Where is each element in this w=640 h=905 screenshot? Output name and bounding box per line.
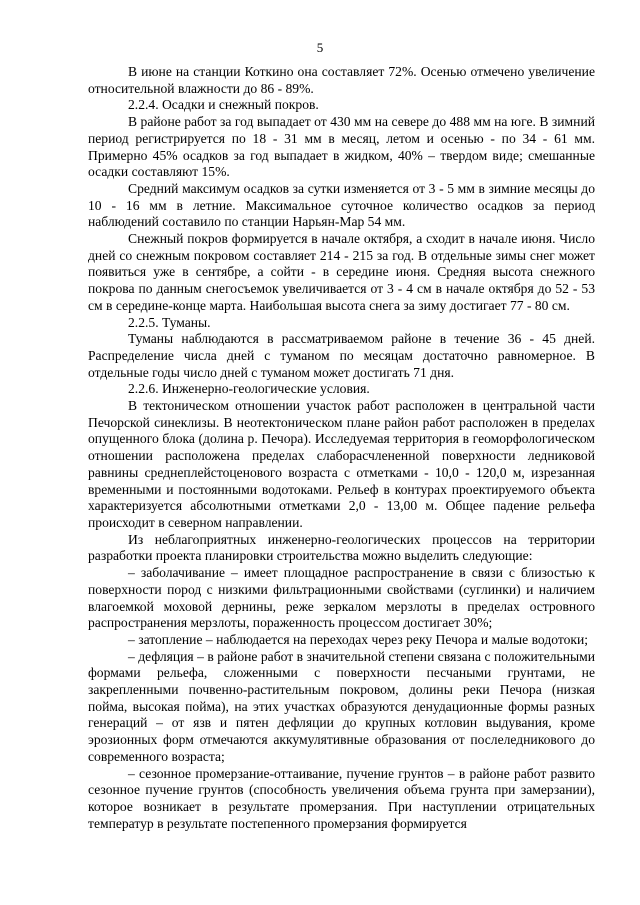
paragraph: Туманы наблюдаются в рассматриваемом районе в течение 36 - 45 дней. Распределение числа дней с туманом по месяцам достаточно равномерное. В отдельные годы число дней с туманом может достигать 71 дня. xyxy=(88,331,595,380)
paragraph: – заболачивание – имеет площадное распространение в связи с близостью к поверхности пород с низкими фильтрационными свойствами (суглинки) и наличием влагоемкой моховой дернины, реже зеркалом мерзлоты в пределах островного распространения мерзлоты, пораженность процессом достигает 30%; xyxy=(88,565,595,631)
section-heading: 2.2.6. Инженерно-геологические условия. xyxy=(128,381,370,397)
document-body xyxy=(88,64,595,832)
paragraph: Средний максимум осадков за сутки изменяется от 3 - 5 мм в зимние месяцы до 10 - 16 мм в летние. Максимальное суточное количество осадков за период наблюдений составило по станции Нарьян-Мар 54 мм. xyxy=(88,180,595,230)
paragraph: – затопление – наблюдается на переходах через реку Печора и малые водотоки; xyxy=(128,631,589,647)
paragraph: Снежный покров формируется в начале октября, а сходит в начале июня. Число дней со снежным покровом составляет 214 - 215 за год. В отдельные зимы снег может появиться уже в сентябре, а сойти - в середине июня. Средняя высота снежного покрова по данным снегосъемок увеличивается от 3 - 4 см в начале октября до 52 - 53 см в середине-конце марта. Наибольшая высота снега за зиму достигает 77 - 80 см. xyxy=(88,231,595,313)
section-heading: 2.2.5. Туманы. xyxy=(128,314,211,330)
paragraph: Из неблагоприятных инженерно-геологических процессов на территории разработки проекта планировки строительства можно выделить следующие: xyxy=(88,531,595,564)
section-heading: 2.2.4. Осадки и снежный покров. xyxy=(128,97,319,113)
paragraph: В районе работ за год выпадает от 430 мм на севере до 488 мм на юге. В зимний период регистрируется по 18 - 31 мм в месяц, летом и осенью - по 34 - 61 мм. Примерно 45% осадков за год выпадает в жидком, 40% – твердом виде; смешанные осадки составляют 15%. xyxy=(88,114,595,180)
page-number: 5 xyxy=(316,40,324,55)
paragraph: В июне на станции Коткино она составляет 72%. Осенью отмечено увеличение относительной влажности до 86 - 89%. xyxy=(88,64,595,96)
paragraph: В тектоническом отношении участок работ расположен в центральной части Печорской синеклизы. В неотектоническом плане район работ расположен в пределах опущенного блока (долина р. Печора). Исследуемая территория в геоморфологическом отношении расположена пределах слаборасчлененной поверхности ледниковой равнины среднеплейстоценового возраста с отметками - 10,0 - 120,0 м, изрезанная временными и постоянными водотоками. Рельеф в контурах проектируемого объекта характеризуется абсолютными отметками 2,0 - 13,00 м. Общее падение рельефа происходит в северном направлении. xyxy=(88,398,595,530)
paragraph: – дефляция – в районе работ в значительной степени связана с положительными формами рельефа, сложенными с поверхности песчаными грунтами, не закрепленными почвенно-растительным покровом, долины реки Печора (низкая пойма, высокая пойма), на этих участках образуются денудационные формы разных генераций – от язв и пятен дефляции до крупных котловин выдувания, кроме эрозионных форм отмечаются аккумулятивные образования от послеледникового до современного возраста; xyxy=(88,648,595,764)
paragraph: – сезонное промерзание-оттаивание, пучение грунтов – в районе работ развито сезонное пучение грунтов (способность увеличения объема грунта при замерзании), которое возникает в результате промерзания. При наступлении отрицательных температур в результате постепенного промерзания формируется xyxy=(88,765,595,831)
